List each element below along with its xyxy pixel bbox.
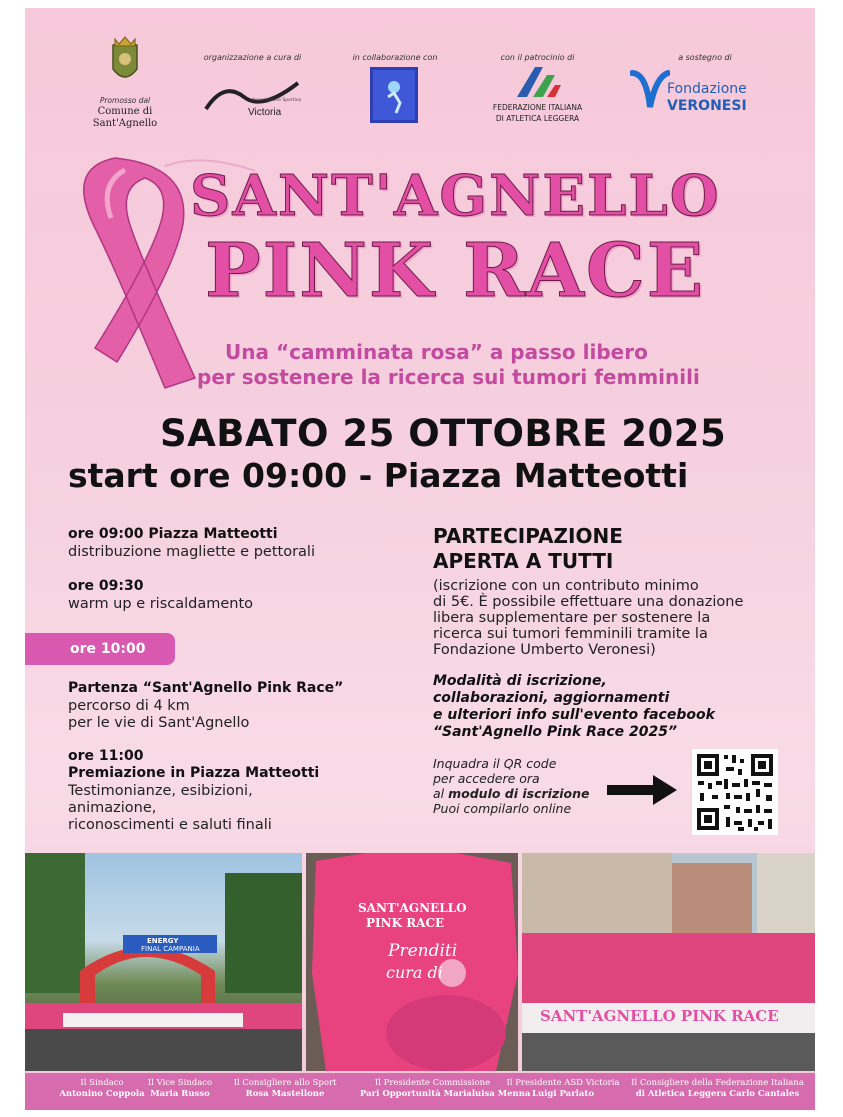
schedule-partenza: Partenza “Sant'Agnello Pink Race” — [68, 680, 344, 696]
schedule-partenza-line2: per le vie di Sant'Agnello — [68, 715, 250, 731]
coat-of-arms-icon — [107, 35, 143, 87]
partecipazione-heading1: PARTECIPAZIONE — [433, 524, 623, 548]
footer-signatures — [25, 1073, 815, 1110]
veronesi-line1: Fondazione — [667, 81, 747, 97]
running-event-badge-icon — [370, 67, 418, 123]
banner-text: SANT'AGNELLO PINK RACE — [540, 1007, 779, 1025]
footer-sig-3 — [220, 1078, 350, 1100]
schedule-item-1100: ore 11:00 — [68, 748, 144, 764]
partecipazione-line3: libera supplementare per sostenere la — [433, 610, 711, 626]
victoria-brand: Victoria — [248, 107, 282, 118]
fidal-line1: FEDERAZIONE ITALIANA — [492, 103, 583, 112]
photo-start-arch — [25, 853, 302, 1071]
schedule-1100-line2: animazione, — [68, 800, 157, 816]
tshirt-scene — [306, 853, 518, 1071]
modulo-iscrizione-text: modulo di iscrizione — [448, 786, 590, 801]
footer-sig-2-name: Maria Russo — [150, 1089, 210, 1099]
collaborazione-caption: in collaborazione con — [352, 53, 438, 62]
fidal-line2: DI ATLETICA LEGGERA — [495, 114, 580, 123]
comune-name-line2: Sant'Agnello — [92, 118, 158, 129]
partecipazione-line1: (iscrizione con un contributo minimo — [433, 578, 699, 594]
partecipazione-line5: Fondazione Umberto Veronesi) — [433, 642, 656, 658]
footer-sig-5-name: Luigi Parlato — [532, 1089, 594, 1099]
footer-sig-3-name: Rosa Mastellone — [245, 1089, 325, 1099]
footer-sig-6-name: di Atletica Leggera Carlo Cantales — [635, 1089, 800, 1099]
footer-sig-5 — [503, 1078, 623, 1100]
schedule-1000-label: ore 10:00 — [70, 641, 146, 657]
schedule-1100-line1: Testimonianze, esibizioni, — [68, 783, 253, 799]
title-line2: PINK RACE — [205, 228, 706, 314]
comune-name-line1: Comune di — [97, 106, 153, 117]
schedule-1100-line3: riconoscimenti e saluti finali — [68, 817, 272, 833]
arrow-right-icon — [605, 773, 679, 807]
footer-sig-4-role: Il Presidente Commissione — [374, 1078, 491, 1088]
event-poster — [25, 8, 815, 1110]
arch-text-1: ENERGY — [147, 937, 179, 945]
subtitle-line2: per sostenere la ricerca sui tumori femminili — [197, 365, 700, 389]
arch-scene — [25, 853, 302, 1071]
partecipazione-heading2: APERTA A TUTTI — [433, 549, 614, 573]
collaborazione-logo — [345, 53, 445, 128]
schedule-0900-desc: distribuzione magliette e pettorali — [68, 544, 315, 560]
veronesi-line2: VERONESI — [667, 98, 747, 114]
patrocinio-logo — [480, 53, 595, 128]
modalita-line2: collaborazioni, aggiornamenti — [433, 690, 670, 706]
schedule-1000-pill — [25, 633, 175, 665]
footer-sig-6-role: Il Consigliere della Federazione Italiana — [631, 1078, 804, 1088]
patrocinio-caption: con il patrocinio di — [500, 53, 575, 62]
schedule-partenza-line1: percorso di 4 km — [68, 698, 190, 714]
modalita-line4: “Sant'Agnello Pink Race 2025” — [433, 724, 677, 740]
crowd-scene — [522, 853, 815, 1071]
qr-text-line2: per accedere ora — [433, 771, 540, 786]
shirt-text-4: cura di — [386, 963, 443, 982]
footer-sig-2 — [135, 1078, 225, 1100]
victoria-small: Associazione Sportiva — [252, 98, 302, 103]
footer-sig-3-role: Il Consigliere allo Sport — [233, 1078, 337, 1088]
photo-crowd — [522, 853, 815, 1071]
qr-text-line3: al modulo di iscrizione — [433, 786, 590, 801]
partecipazione-line4: ricerca sui tumori femminili tramite la — [433, 626, 708, 642]
photo-tshirt — [306, 853, 518, 1071]
comune-logo — [80, 35, 170, 135]
footer-sig-4-name: Pari Opportunità Marialuisa Menna — [360, 1089, 531, 1099]
veronesi-v-icon — [630, 69, 670, 113]
footer-sig-6 — [625, 1078, 810, 1100]
event-date: SABATO 25 OTTOBRE 2025 — [160, 412, 727, 455]
title-line1: SANT'AGNELLO — [190, 163, 721, 229]
schedule-premiazione: Premiazione in Piazza Matteotti — [68, 765, 320, 781]
shirt-text-2: PINK RACE — [366, 916, 445, 930]
comune-caption: Promosso dal — [99, 96, 151, 105]
organizzazione-logo — [200, 53, 305, 123]
footer-sig-1-role: Il Sindaco — [80, 1078, 124, 1088]
footer-sig-4 — [360, 1078, 531, 1100]
qr-text-line4: Puoi compilarlo online — [433, 801, 572, 816]
organizzazione-caption: organizzazione a cura di — [203, 53, 302, 62]
sostegno-caption: a sostegno di — [678, 53, 732, 62]
schedule-item-0930: ore 09:30 — [68, 578, 144, 594]
modalita-line1: Modalità di iscrizione, — [433, 673, 607, 689]
arch-text-2: FINAL CAMPANIA — [141, 945, 200, 953]
modalita-line3: e ulteriori info sull'evento facebook — [433, 707, 715, 723]
subtitle-line1: Una “camminata rosa” a passo libero — [225, 340, 648, 364]
schedule-item-0900: ore 09:00 Piazza Matteotti — [68, 526, 278, 542]
shirt-text-3: Prenditi — [388, 941, 458, 961]
qr-code[interactable] — [692, 749, 778, 835]
event-start: start ore 09:00 - Piazza Matteotti — [68, 456, 689, 495]
schedule-0930-desc: warm up e riscaldamento — [68, 596, 254, 612]
shirt-text-1: SANT'AGNELLO — [358, 901, 467, 915]
qr-text-line1: Inquadra il QR code — [433, 756, 557, 771]
sostegno-logo — [625, 53, 775, 128]
footer-sig-1-name: Antonino Coppola — [59, 1089, 145, 1099]
fidal-emblem-icon — [513, 65, 563, 99]
partecipazione-line2: di 5€. È possibile effettuare una donazione — [433, 594, 744, 610]
footer-sig-5-role: Il Presidente ASD Victoria — [506, 1078, 620, 1088]
footer-sig-2-role: Il Vice Sindaco — [147, 1078, 213, 1088]
